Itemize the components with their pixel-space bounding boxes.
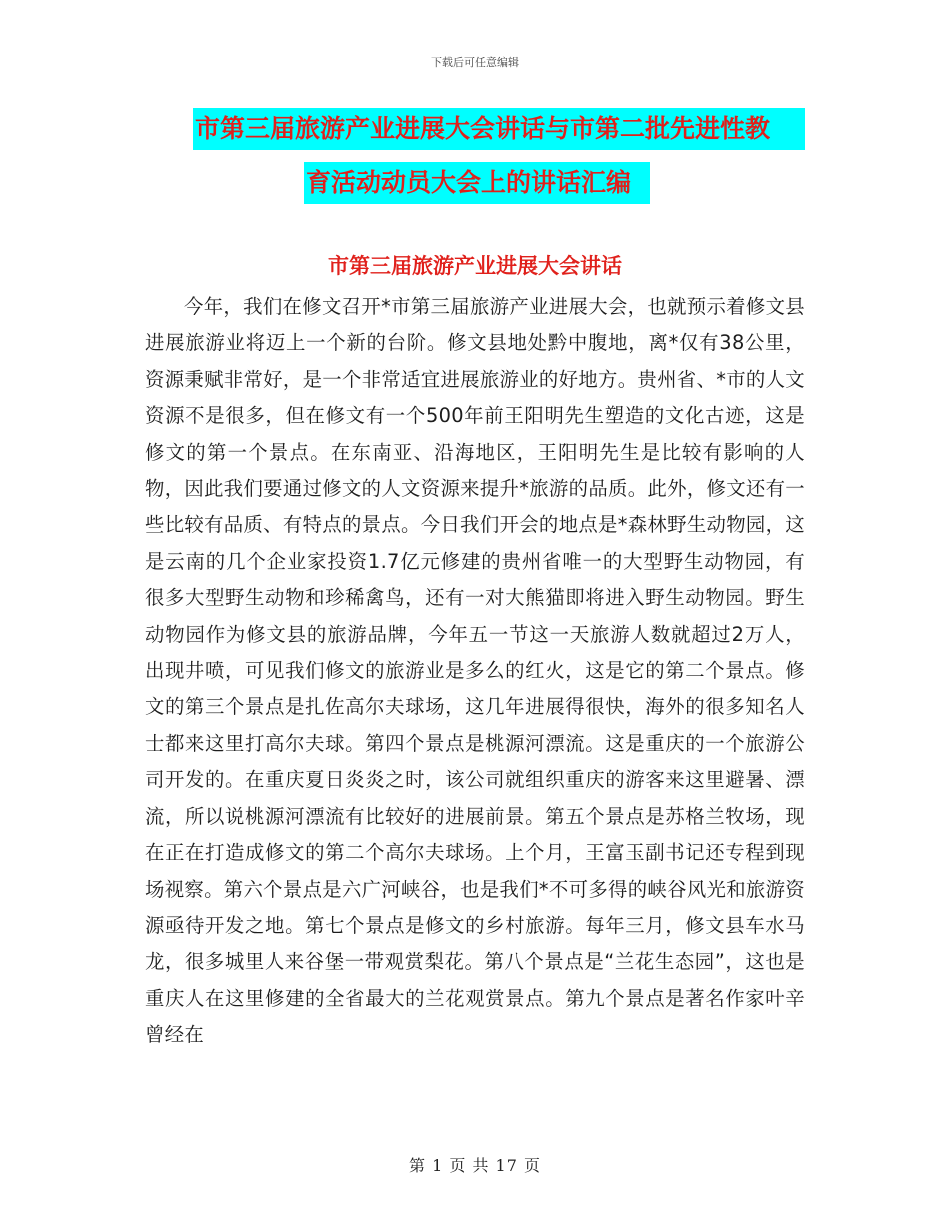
title-line-2-wrapper — [0, 158, 950, 208]
header-note: 下载后可任意编辑 — [431, 56, 519, 69]
section-heading: 市第三届旅游产业进展大会讲话 — [328, 254, 622, 278]
title-line-1: 市第三届旅游产业进展大会讲话与市第二批先进性教 — [193, 108, 805, 150]
body-paragraph: 今年，我们在修文召开*市第三届旅游产业进展大会，也就预示着修文县进展旅游业将迈上一个新的台阶。修文县地处黔中腹地，离*仅有38公里，资源秉赋非常好，是一个非常适宜进展旅游业的好地方。贵州省、*市的人文资源不是很多，但在修文有一个500年前王阳明先生塑造的文化古迹，这是修文的第一个景点。在东南亚、沿海地区，王阳明先生是比较有影响的人物，因此我们要通过修文的人文资源来提升*旅游的品质。此外，修文还有一些比较有品质、有特点的景点。今日我们开会的地点是*森林野生动物园，这是云南的几个企业家投资1.7亿元修建的贵州省唯一的大型野生动物园，有很多大型野生动物和珍稀禽鸟，还有一对大熊猫即将进入野生动物园。野生动物园作为修文县的旅游品牌，今年五一节这一天旅游人数就超过2万人，出现井喷，可见我们修文的旅游业是多么的红火，这是它的第二个景点。修文的第三个景点是扎佐高尔夫球场，这几年进展得很快，海外的很多知名人士都来这里打高尔夫球。第四个景点是桃源河漂流。这是重庆的一个旅游公司开发的。在重庆夏日炎炎之时，该公司就组织重庆的游客来这里避暑、漂流，所以说桃源河漂流有比较好的进展前景。第五个景点是苏格兰牧场，现在正在打造成修文的第二个高尔夫球场。上个月，王富玉副书记还专程到现场视察。第六个景点是六广河峡谷，也是我们*不可多得的峡谷风光和旅游资源亟待开发之地。第七个景点是修文的乡村旅游。每年三月，修文县车水马龙，很多城里人来谷堡一带观赏梨花。第八个景点是“兰花生态园”，这也是重庆人在这里修建的全省最大的兰花观赏景点。第九个景点是著名作家叶辛曾经在 — [145, 295, 805, 1047]
title-line-1-wrapper — [0, 108, 950, 158]
page-number-footer: 第 1 页 共 17 页 — [409, 1156, 541, 1175]
title-line-2: 育活动动员大会上的讲话汇编 — [304, 162, 650, 204]
document-title — [0, 108, 950, 208]
